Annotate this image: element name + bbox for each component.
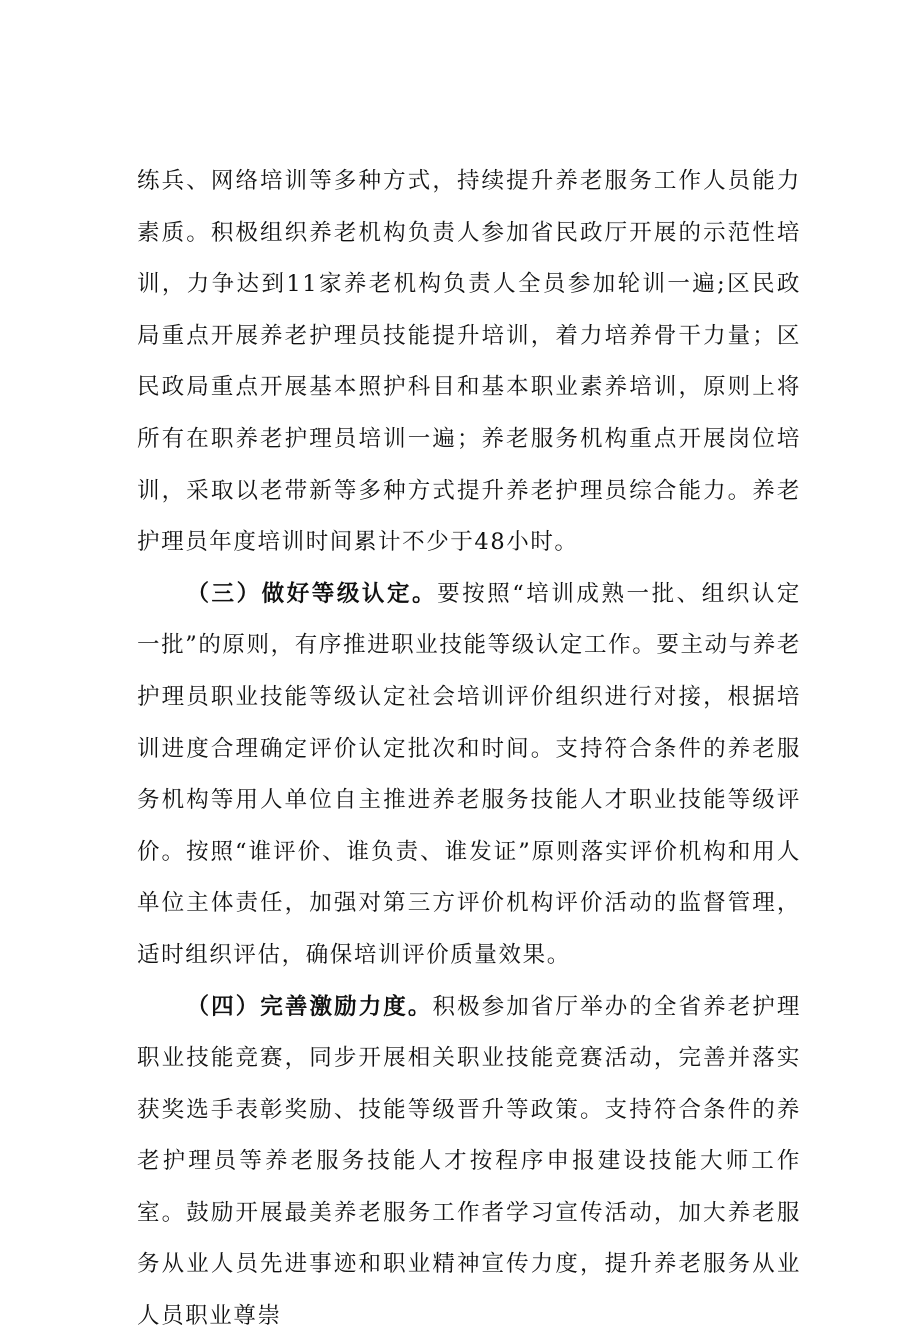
section-heading: （三）做好等级认定。 [186,580,438,607]
paragraph-text: 练兵、网络培训等多种方式，持续提升养老服务工作人员能力素质。积极组织养老机构负责人参加省民政厅开展的示范性培训，力争达到11家养老机构负责人全员参加轮训一遍;区民政局重点开展养老护理员技能提升培训，着力培养骨干力量；区民政局重点开展基本照护科目和基本职业素养培训，原则上将所有在职养老护理员培训一遍；养老服务机构重点开展岗位培训，采取以老带新等多种方式提升养老护理员综合能力。养老护理员年度培训时间累计不少于48小时。 [137,168,801,556]
document-body [137,156,801,1343]
section-heading: （四）完善激励力度。 [186,993,433,1020]
paragraph-text: 积极参加省厅举办的全省养老护理职业技能竞赛，同步开展相关职业技能竞赛活动，完善并落实获奖选手表彰奖励、技能等级晋升等政策。支持符合条件的养老护理员等养老服务技能人才按程序申报建设技能大师工作室。鼓励开展最美养老服务工作者学习宣传活动，加大养老服务从业人员先进事迹和职业精神宣传力度，提升养老服务从业人员职业尊崇 [137,993,801,1330]
paragraph-level-certification [137,569,801,982]
paragraph-training-continued [137,156,801,569]
paragraph-incentives [137,982,801,1343]
paragraph-text: 要按照“培训成熟一批、组织认定一批”的原则，有序推进职业技能等级认定工作。要主动与养老护理员职业技能等级认定社会培训评价组织进行对接，根据培训进度合理确定评价认定批次和时间。支持符合条件的养老服务机构等用人单位自主推进养老服务技能人才职业技能等级评价。按照“谁评价、谁负责、谁发证”原则落实评价机构和用人单位主体责任，加强对第三方评价机构评价活动的监督管理，适时组织评估，确保培训评价质量效果。 [137,580,801,968]
